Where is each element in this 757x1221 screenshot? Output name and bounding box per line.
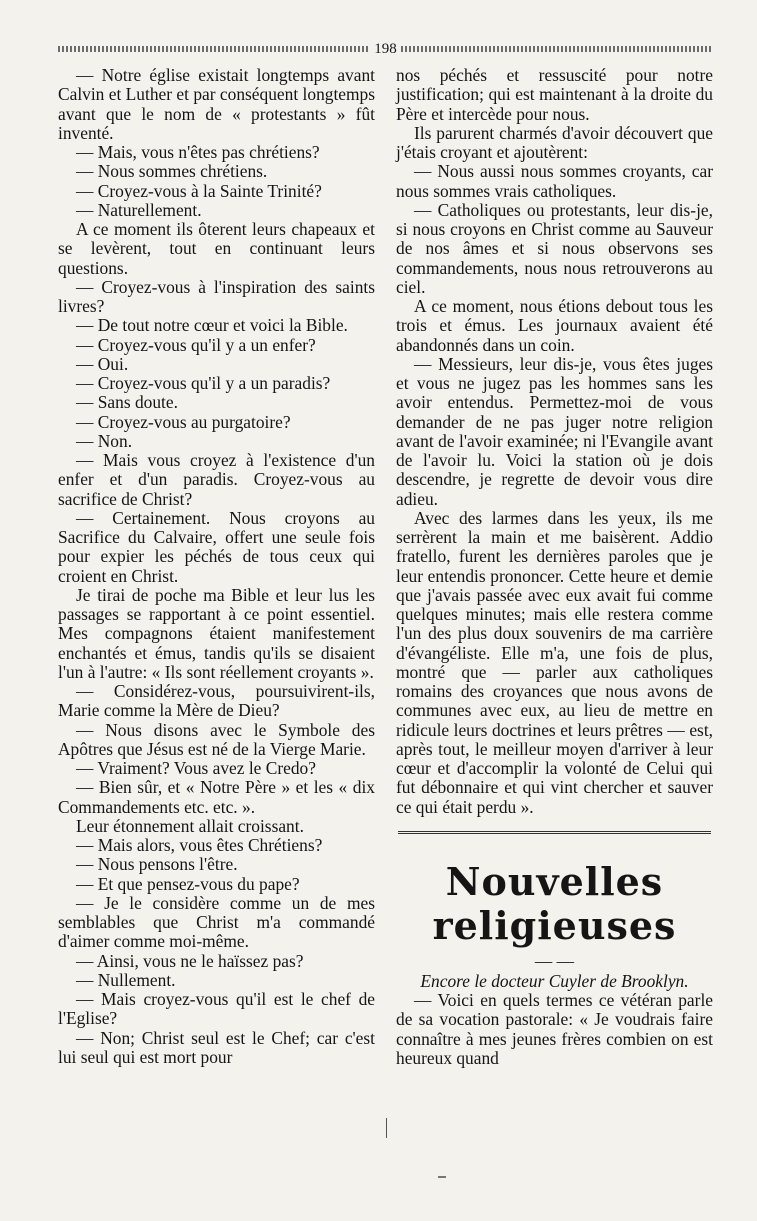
paragraph: — Catholiques ou protestants, leur dis-je, si nous croyons en Christ comme au Sauveur de nos âmes et si nous observons ses commandements, nous nous retrouverons au ciel. bbox=[396, 199, 713, 297]
paragraph: Leur étonnement allait croissant. bbox=[76, 815, 304, 836]
paragraph: nos péchés et ressuscité pour notre justification; qui est maintenant à la droite du Père et intercède pour nous. bbox=[396, 65, 713, 124]
paragraph: — Et que pensez-vous du pape? bbox=[76, 873, 300, 894]
paragraph: — Nous sommes chrétiens. bbox=[76, 161, 268, 182]
print-smudge bbox=[438, 1176, 446, 1178]
paragraph: A ce moment ils ôterent leurs chapeaux et se levèrent, tout en continuant leurs questions. bbox=[58, 219, 375, 278]
paragraph: — Messieurs, leur dis-je, vous êtes juges et vous ne jugez pas les hommes sans les avoir entendus. Permettez-moi de vous demander de ne pas juger notre religion avant de l'avoir examinée; ni l'Evangile avant de l'avoir lu. Voici la station où je dois descendre, je regrette de devoir vous dire adieu. bbox=[396, 353, 713, 509]
right-column-text bbox=[396, 66, 713, 817]
paragraph: — Croyez-vous au purgatoire? bbox=[76, 411, 291, 432]
paragraph: — Oui. bbox=[76, 353, 129, 374]
column-rule bbox=[386, 1118, 387, 1138]
title-ornament: — — bbox=[534, 950, 575, 971]
paragraph: — Sans doute. bbox=[76, 392, 178, 413]
paragraph: — Croyez-vous à la Sainte Trinité? bbox=[76, 180, 322, 201]
paragraph: — Mais alors, vous êtes Chrétiens? bbox=[76, 835, 323, 855]
header-rule-left bbox=[58, 46, 370, 52]
paragraph: — Croyez-vous qu'il y a un enfer? bbox=[76, 334, 316, 355]
paragraph: — Naturellement. bbox=[76, 199, 202, 220]
paragraph: — Mais croyez-vous qu'il est le chef de l'Eglise? bbox=[58, 989, 375, 1029]
paragraph: — Nous aussi nous sommes croyants, car nous sommes vrais catholiques. bbox=[396, 161, 713, 201]
paragraph: — Bien sûr, et « Notre Père » et les « dix Commandements etc. etc. ». bbox=[58, 777, 375, 817]
paragraph: A ce moment, nous étions debout tous les trois et émus. Les journaux avaient été abandonnés dans un coin. bbox=[396, 296, 713, 355]
paragraph: — Je le considère comme un de mes semblables que Christ m'a commandé d'aimer comme moi-même. bbox=[58, 892, 375, 952]
section-title: Nouvelles religieuses bbox=[432, 858, 677, 948]
page-header bbox=[58, 38, 713, 60]
paragraph: — Ainsi, vous ne le haïssez pas? bbox=[76, 950, 304, 971]
paragraph: Avec des larmes dans les yeux, ils me serrèrent la main et me baisèrent. Addio fratello, furent les dernières paroles que je leur entendis prononcer. Cette heure et demie que j'avais passée avec eux avait fui comme quelques minutes; mais elle restera comme l'un des plus doux souvenirs de ma carrière d'évangéliste. Elle m'a, une fois de plus, montré que — parler aux catholiques romains des croyances que nous avons de communes avec eux, au lieu de mettre en ridicule leurs doctrines et leurs prêtres — est, après tout, le meilleur moyen d'arriver à leur cœur et d'accomplir la volonté de Celui qui fut débonnaire et qui vint chercher et sauver ce qui était perdu ». bbox=[396, 507, 713, 817]
left-column bbox=[58, 66, 375, 1067]
paragraph: — Non. bbox=[76, 430, 133, 451]
paragraph: — Notre église existait longtemps avant Calvin et Luther et par conséquent longtemps avant que le nom de « protestants » fût inventé. bbox=[58, 65, 375, 143]
paragraph: — Croyez-vous à l'inspiration des saints livres? bbox=[58, 276, 375, 316]
paragraph: Je tirai de poche ma Bible et leur lus les passages se rapportant à ce point essentiel. Mes compagnons étaient manifestement enchantés et émus, tandis qu'ils se disaient l'un à l'autre: « Ils sont réellement croyants ». bbox=[58, 584, 375, 682]
article-paragraph: — Voici en quels termes ce vétéran parle de sa vocation pastorale: « Je voudrais faire connaître à mes jeunes frères combien on est heureux quand bbox=[396, 990, 713, 1068]
paragraph: — Vraiment? Vous avez le Credo? bbox=[76, 758, 316, 778]
page-number: 198 bbox=[374, 40, 397, 57]
section-divider bbox=[398, 831, 711, 840]
paragraph: — Considérez-vous, poursuivirent-ils, Marie comme la Mère de Dieu? bbox=[58, 681, 375, 721]
paragraph: — De tout notre cœur et voici la Bible. bbox=[76, 315, 348, 336]
paragraph: — Croyez-vous qu'il y a un paradis? bbox=[76, 373, 331, 393]
paragraph: — Nous disons avec le Symbole des Apôtres que Jésus est né de la Vierge Marie. bbox=[58, 719, 375, 759]
paragraph: — Mais, vous n'êtes pas chrétiens? bbox=[76, 142, 320, 162]
paragraph: — Nous pensons l'être. bbox=[76, 854, 238, 875]
paragraph: — Mais vous croyez à l'existence d'un enfer et d'un paradis. Croyez-vous au sacrifice de Christ? bbox=[58, 450, 375, 509]
article-subheading: Encore le docteur Cuyler de Brooklyn. bbox=[420, 970, 689, 991]
paragraph: — Non; Christ seul est le Chef; car c'est lui seul qui est mort pour bbox=[58, 1027, 375, 1067]
paragraph: — Nullement. bbox=[76, 969, 176, 990]
header-rule-right bbox=[401, 46, 713, 52]
paragraph: Ils parurent charmés d'avoir découvert que j'étais croyant et ajoutèrent: bbox=[396, 122, 713, 162]
paragraph: — Certainement. Nous croyons au Sacrifice du Calvaire, offert une seule fois pour expier les péchés de tous ceux qui croient en Christ. bbox=[58, 507, 375, 586]
right-column bbox=[396, 66, 713, 1068]
